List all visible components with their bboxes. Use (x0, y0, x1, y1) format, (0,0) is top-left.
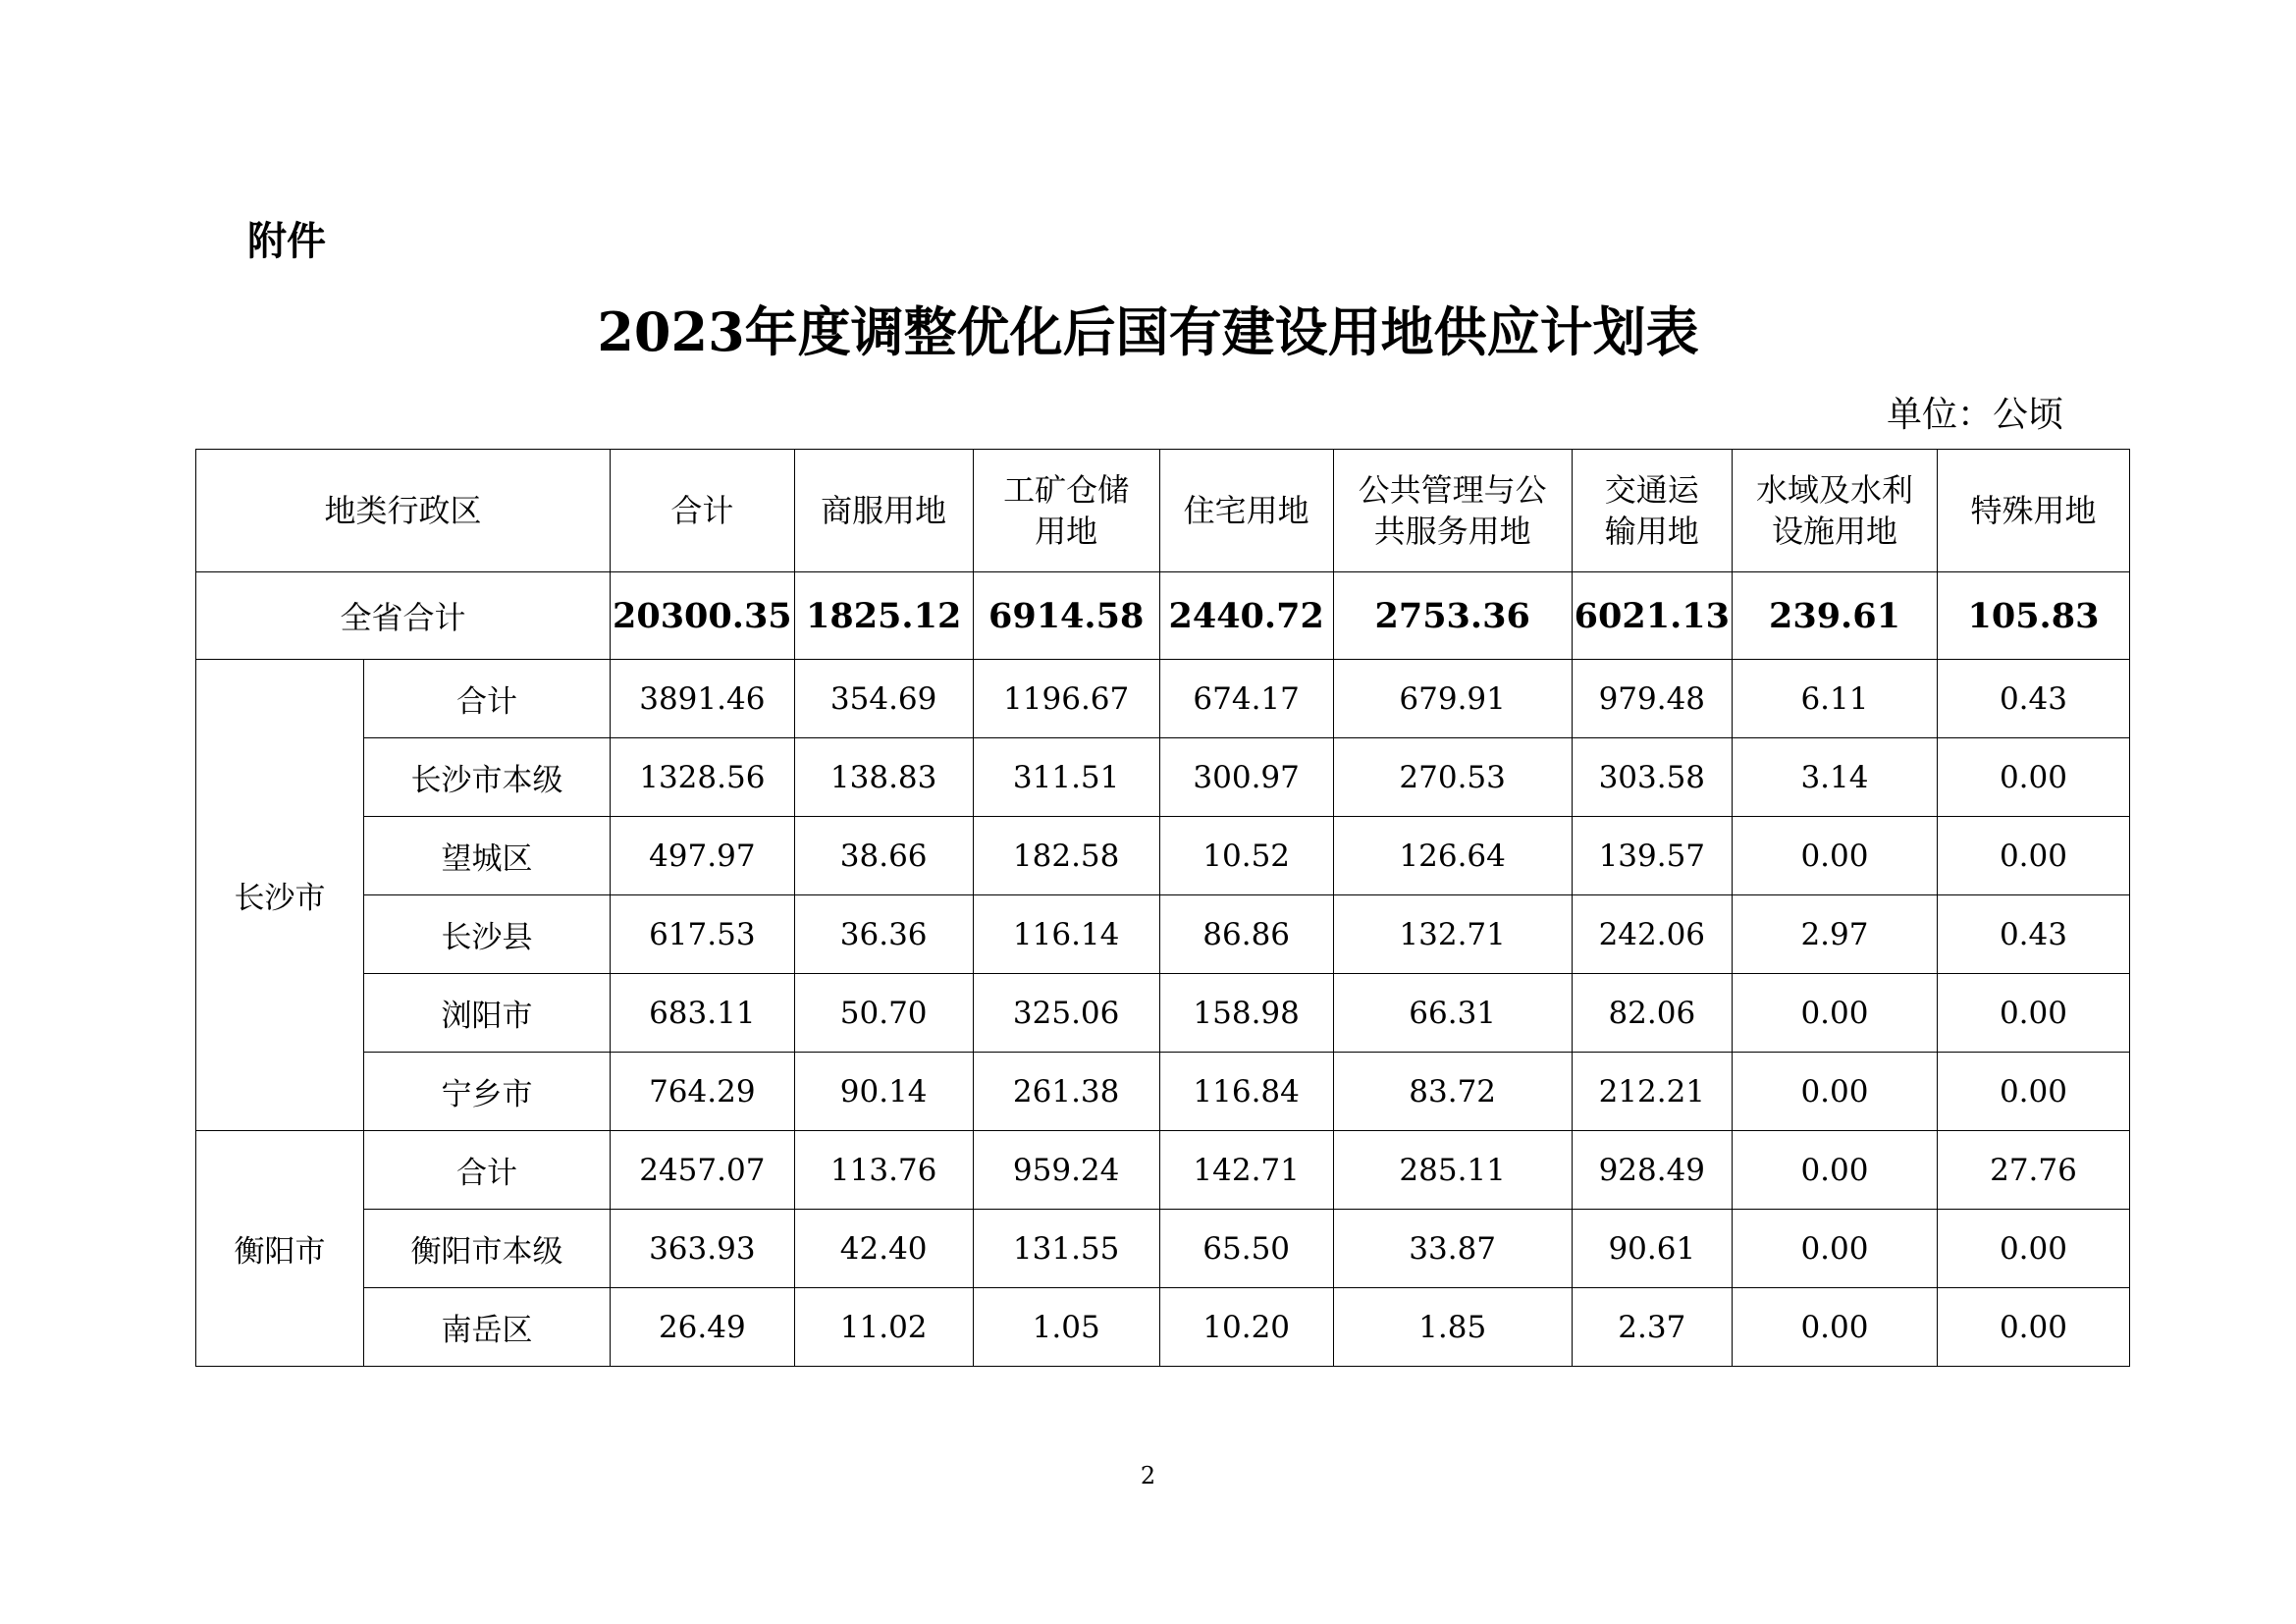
table-cell: 116.84 (1159, 1053, 1333, 1131)
district-name-cell: 长沙市本级 (364, 738, 611, 817)
table-cell: 10.52 (1159, 817, 1333, 895)
district-name-cell: 浏阳市 (364, 974, 611, 1053)
table-cell: 82.06 (1572, 974, 1732, 1053)
table-cell: 83.72 (1333, 1053, 1572, 1131)
table-cell: 38.66 (794, 817, 973, 895)
table-cell: 90.14 (794, 1053, 973, 1131)
table-cell: 683.11 (611, 974, 795, 1053)
table-cell: 0.00 (1937, 1288, 2129, 1367)
district-name-cell: 合计 (364, 660, 611, 738)
table-cell: 0.00 (1732, 1131, 1937, 1210)
column-header: 商服用地 (794, 450, 973, 572)
column-header: 交通运 输用地 (1572, 450, 1732, 572)
table-cell: 3.14 (1732, 738, 1937, 817)
district-name-cell: 长沙县 (364, 895, 611, 974)
table-row (196, 1131, 2130, 1210)
table-cell: 126.64 (1333, 817, 1572, 895)
table-cell: 242.06 (1572, 895, 1732, 974)
table-cell: 1.85 (1333, 1288, 1572, 1367)
column-header: 地类行政区 (196, 450, 611, 572)
table-cell: 6.11 (1732, 660, 1937, 738)
city-name-cell: 长沙市 (196, 660, 364, 1131)
table-cell: 132.71 (1333, 895, 1572, 974)
table-cell: 0.43 (1937, 895, 2129, 974)
table-cell: 497.97 (611, 817, 795, 895)
land-supply-table (195, 449, 2130, 1367)
table-row (196, 1210, 2130, 1288)
table-cell: 138.83 (794, 738, 973, 817)
table-cell: 285.11 (1333, 1131, 1572, 1210)
province-total-row (196, 572, 2130, 660)
table-cell: 158.98 (1159, 974, 1333, 1053)
table-cell: 11.02 (794, 1288, 973, 1367)
table-cell: 36.36 (794, 895, 973, 974)
table-cell: 33.87 (1333, 1210, 1572, 1288)
table-row (196, 895, 2130, 974)
table-cell: 139.57 (1572, 817, 1732, 895)
table-cell: 66.31 (1333, 974, 1572, 1053)
city-name-cell: 衡阳市 (196, 1131, 364, 1367)
table-cell: 679.91 (1333, 660, 1572, 738)
table-cell: 3891.46 (611, 660, 795, 738)
table-cell: 6021.13 (1572, 572, 1732, 660)
column-header: 特殊用地 (1937, 450, 2129, 572)
table-row (196, 817, 2130, 895)
table-row (196, 660, 2130, 738)
district-name-cell: 宁乡市 (364, 1053, 611, 1131)
table-cell: 42.40 (794, 1210, 973, 1288)
table-cell: 300.97 (1159, 738, 1333, 817)
table-cell: 674.17 (1159, 660, 1333, 738)
table-row (196, 974, 2130, 1053)
table-cell: 0.00 (1732, 1288, 1937, 1367)
table-cell: 2440.72 (1159, 572, 1333, 660)
table-cell: 113.76 (794, 1131, 973, 1210)
table-row (196, 738, 2130, 817)
page-title: 2023年度调整优化后国有建设用地供应计划表 (597, 300, 1699, 363)
table-row (196, 1288, 2130, 1367)
district-name-cell: 望城区 (364, 817, 611, 895)
table-cell: 86.86 (1159, 895, 1333, 974)
table-cell: 979.48 (1572, 660, 1732, 738)
table-row (196, 1053, 2130, 1131)
table-cell: 0.00 (1937, 974, 2129, 1053)
province-total-label: 全省合计 (196, 572, 611, 660)
table-cell: 2753.36 (1333, 572, 1572, 660)
table-cell: 0.00 (1937, 738, 2129, 817)
table-cell: 270.53 (1333, 738, 1572, 817)
table-cell: 239.61 (1732, 572, 1937, 660)
table-cell: 0.00 (1937, 817, 2129, 895)
table-cell: 116.14 (973, 895, 1159, 974)
table-cell: 1196.67 (973, 660, 1159, 738)
table-cell: 0.00 (1732, 817, 1937, 895)
column-header: 合计 (611, 450, 795, 572)
table-cell: 325.06 (973, 974, 1159, 1053)
table-cell: 1328.56 (611, 738, 795, 817)
table-cell: 928.49 (1572, 1131, 1732, 1210)
table-cell: 0.00 (1937, 1210, 2129, 1288)
table-cell: 27.76 (1937, 1131, 2129, 1210)
table-cell: 0.43 (1937, 660, 2129, 738)
table-cell: 26.49 (611, 1288, 795, 1367)
table-cell: 311.51 (973, 738, 1159, 817)
district-name-cell: 南岳区 (364, 1288, 611, 1367)
column-header: 住宅用地 (1159, 450, 1333, 572)
table-cell: 105.83 (1937, 572, 2129, 660)
table-cell: 363.93 (611, 1210, 795, 1288)
table-cell: 1825.12 (794, 572, 973, 660)
district-name-cell: 合计 (364, 1131, 611, 1210)
table-cell: 0.00 (1732, 974, 1937, 1053)
table-cell: 10.20 (1159, 1288, 1333, 1367)
table-cell: 261.38 (973, 1053, 1159, 1131)
table-cell: 142.71 (1159, 1131, 1333, 1210)
table-cell: 0.00 (1732, 1053, 1937, 1131)
table-cell: 131.55 (973, 1210, 1159, 1288)
table-cell: 617.53 (611, 895, 795, 974)
table-cell: 212.21 (1572, 1053, 1732, 1131)
table-cell: 20300.35 (611, 572, 795, 660)
table-cell: 182.58 (973, 817, 1159, 895)
table-cell: 65.50 (1159, 1210, 1333, 1288)
table-cell: 354.69 (794, 660, 973, 738)
unit-label: 单位：公顷 (1886, 395, 2063, 435)
table-cell: 303.58 (1572, 738, 1732, 817)
table-cell: 50.70 (794, 974, 973, 1053)
table-cell: 1.05 (973, 1288, 1159, 1367)
table-cell: 0.00 (1937, 1053, 2129, 1131)
column-header: 工矿仓储 用地 (973, 450, 1159, 572)
table-cell: 6914.58 (973, 572, 1159, 660)
table-cell: 2457.07 (611, 1131, 795, 1210)
table-cell: 764.29 (611, 1053, 795, 1131)
table-header-row (196, 450, 2130, 572)
table-cell: 2.97 (1732, 895, 1937, 974)
column-header: 公共管理与公 共服务用地 (1333, 450, 1572, 572)
table-cell: 2.37 (1572, 1288, 1732, 1367)
district-name-cell: 衡阳市本级 (364, 1210, 611, 1288)
table-cell: 959.24 (973, 1131, 1159, 1210)
table-cell: 90.61 (1572, 1210, 1732, 1288)
page-number: 2 (1140, 1462, 1156, 1489)
table-cell: 0.00 (1732, 1210, 1937, 1288)
attachment-label: 附件 (247, 219, 326, 264)
column-header: 水域及水利 设施用地 (1732, 450, 1937, 572)
